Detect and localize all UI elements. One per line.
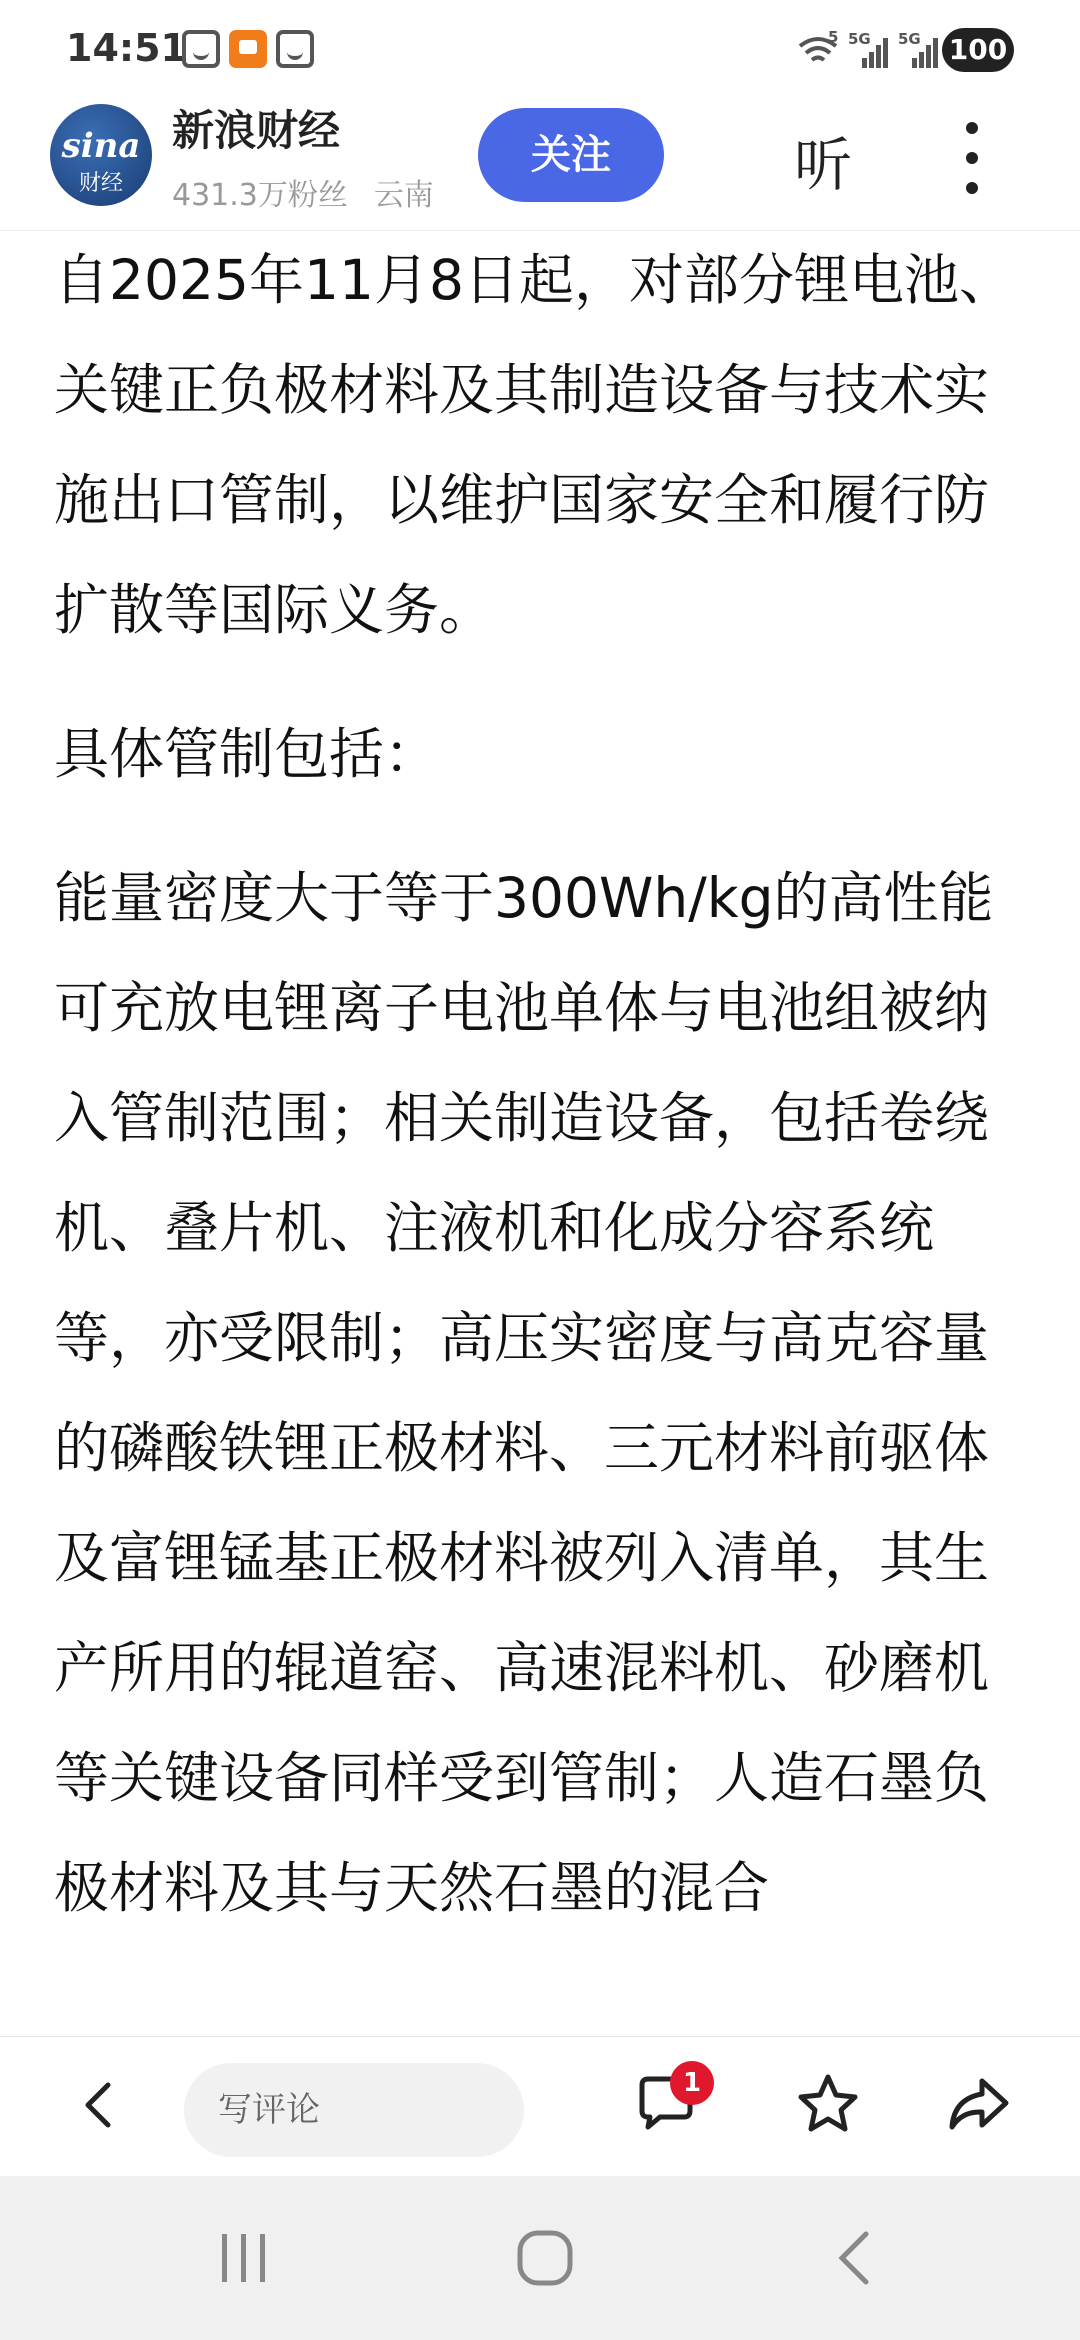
chevron-left-icon[interactable] xyxy=(70,2075,130,2135)
follow-button[interactable]: 关注 xyxy=(478,108,664,202)
bottom-action-bar xyxy=(0,2036,1080,2177)
status-bar xyxy=(0,0,1080,90)
notification-app-icon xyxy=(229,30,267,68)
wifi-signal-icon: 5 xyxy=(798,34,838,68)
avatar[interactable] xyxy=(50,104,152,206)
back-nav-icon[interactable] xyxy=(826,2228,886,2288)
notification-app-icon xyxy=(276,30,314,68)
star-icon[interactable] xyxy=(788,2065,868,2145)
cellular-signal-icon: 5G xyxy=(898,34,938,68)
share-arrow-icon[interactable] xyxy=(940,2065,1020,2145)
listen-button[interactable]: 听 xyxy=(794,131,853,199)
battery-indicator: 100 xyxy=(942,28,1014,72)
account-region: 云南 xyxy=(373,178,434,213)
system-navigation-bar xyxy=(0,2176,1080,2340)
avatar-logo-text: sina xyxy=(61,126,141,166)
follower-count: 431.3万粉丝 xyxy=(172,178,348,213)
status-time: 14:51 xyxy=(66,26,187,70)
account-name[interactable]: 新浪财经 xyxy=(172,106,341,155)
comment-count-badge: 1 xyxy=(670,2061,714,2105)
notification-app-icon xyxy=(182,30,220,68)
article-paragraph: 具体管制包括： xyxy=(54,722,440,786)
article-paragraph: 能量密度大于等于300Wh/kg的高性能可充放电锂离子电池单体与电池组被纳入管制范围；相关制造设备，包括卷绕机、叠片机、注液机和化成分容系统等，亦受限制；高压实密度与高克容量的磷酸铁锂正极材料、三元材料前驱体及富锂锰基正极材料被列入清单，其生产所用的辊道窑、高速混料机、砂磨机等关键设备同样受到管制；人造石墨负极材料及其与天然石墨的混合 xyxy=(54,866,994,1920)
cellular-signal-icon: 5G xyxy=(848,34,888,68)
article-body xyxy=(54,225,1039,2035)
more-vertical-icon[interactable] xyxy=(960,122,984,202)
article-paragraph: 自2025年11月8日起，对部分锂电池、关键正负极材料及其制造设备与技术实施出口管制，以维护国家安全和履行防扩散等国际义务。 xyxy=(54,248,1014,642)
article-header xyxy=(0,90,1080,231)
account-meta xyxy=(172,170,434,214)
recent-apps-icon[interactable] xyxy=(214,2228,274,2288)
comment-input[interactable]: 写评论 xyxy=(184,2063,524,2157)
avatar-logo-subtext: 财经 xyxy=(78,171,123,196)
home-icon[interactable] xyxy=(515,2228,575,2288)
